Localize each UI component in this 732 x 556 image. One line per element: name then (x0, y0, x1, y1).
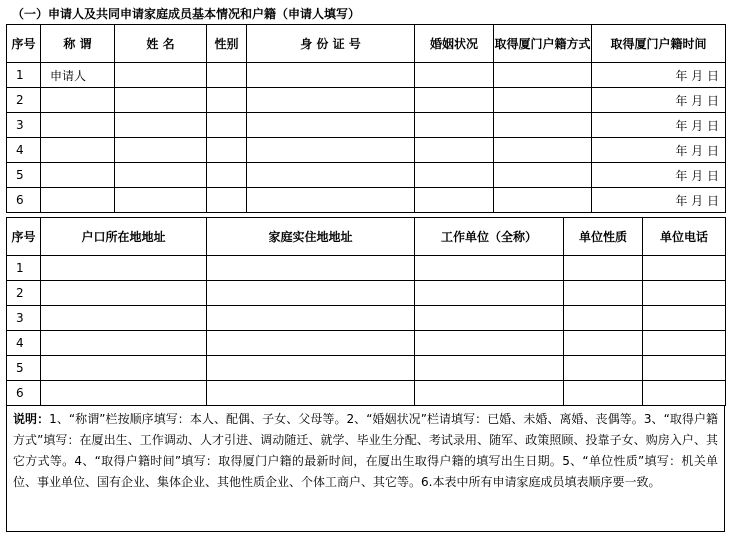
header-seq: 序号 (7, 218, 41, 256)
header-marital-status: 婚姻状况 (415, 25, 494, 63)
row-number: 1 (7, 256, 41, 281)
notes-label: 说明： (13, 412, 50, 426)
gender-cell[interactable] (207, 63, 247, 88)
address-header-row (7, 218, 726, 256)
header-residence-address: 家庭实住地地址 (207, 218, 415, 256)
marital-status-cell[interactable] (415, 163, 494, 188)
id-number-cell[interactable] (247, 113, 415, 138)
instructions-note (6, 405, 725, 532)
gender-cell[interactable] (207, 163, 247, 188)
employer-phone-cell[interactable] (643, 356, 726, 381)
household-method-cell[interactable] (494, 88, 592, 113)
id-number-cell[interactable] (247, 163, 415, 188)
residence-address-cell[interactable] (207, 281, 415, 306)
row-number: 3 (7, 113, 41, 138)
employer-cell[interactable] (415, 256, 564, 281)
residence-address-cell[interactable] (207, 331, 415, 356)
gender-cell[interactable] (207, 138, 247, 163)
member-row (7, 88, 726, 113)
address-row (7, 281, 726, 306)
household-method-cell[interactable] (494, 138, 592, 163)
registered-address-cell[interactable] (41, 356, 207, 381)
member-row (7, 163, 726, 188)
residence-address-cell[interactable] (207, 356, 415, 381)
member-row (7, 188, 726, 213)
employer-cell[interactable] (415, 331, 564, 356)
row-number: 2 (7, 88, 41, 113)
registered-address-cell[interactable] (41, 331, 207, 356)
employer-cell[interactable] (415, 281, 564, 306)
registered-address-cell[interactable] (41, 306, 207, 331)
header-employer: 工作单位（全称） (415, 218, 564, 256)
relation-cell[interactable] (41, 88, 115, 113)
header-employer-phone: 单位电话 (643, 218, 726, 256)
relation-cell[interactable] (41, 188, 115, 213)
household-date-cell[interactable]: 年 月 日 (592, 138, 726, 163)
name-cell[interactable] (115, 163, 207, 188)
marital-status-cell[interactable] (415, 63, 494, 88)
marital-status-cell[interactable] (415, 113, 494, 138)
employer-phone-cell[interactable] (643, 331, 726, 356)
row-number: 6 (7, 381, 41, 406)
employer-phone-cell[interactable] (643, 281, 726, 306)
employer-type-cell[interactable] (564, 256, 643, 281)
registered-address-cell[interactable] (41, 381, 207, 406)
name-cell[interactable] (115, 138, 207, 163)
notes-text: 1、“称谓”栏按顺序填写：本人、配偶、子女、父母等。2、“婚姻状况”栏请填写：已婚、未婚、离婚、丧偶等。3、“取得户籍方式”填写：在厦出生、工作调动、人才引进、调动随迁、就学、毕业生分配、考试录用、随军、政策照顾、投靠子女、购房入户、其它方式等。4、“取得户籍时间”填写：取得厦门户籍的最新时间，在厦出生取得户籍的填写出生日期。5、“单位性质”填写：机关单位、事业单位、国有企业、集体企业、其他性质企业、个体工商户、其它等。6.本表中所有申请家庭成员填表顺序要一致。 (13, 412, 718, 489)
residence-address-cell[interactable] (207, 256, 415, 281)
gender-cell[interactable] (207, 188, 247, 213)
row-number: 3 (7, 306, 41, 331)
relation-cell[interactable] (41, 138, 115, 163)
address-row (7, 306, 726, 331)
header-id-number: 身 份 证 号 (247, 25, 415, 63)
name-cell[interactable] (115, 88, 207, 113)
section-title: （一）申请人及共同申请家庭成员基本情况和户籍（申请人填写） (12, 7, 361, 21)
id-number-cell[interactable] (247, 188, 415, 213)
employer-type-cell[interactable] (564, 306, 643, 331)
header-seq: 序号 (7, 25, 41, 63)
household-date-cell[interactable]: 年 月 日 (592, 188, 726, 213)
relation-cell[interactable] (41, 163, 115, 188)
household-method-cell[interactable] (494, 188, 592, 213)
marital-status-cell[interactable] (415, 138, 494, 163)
header-relation: 称 谓 (41, 25, 115, 63)
household-method-cell[interactable] (494, 113, 592, 138)
name-cell[interactable] (115, 63, 207, 88)
id-number-cell[interactable] (247, 138, 415, 163)
members-header-row (7, 25, 726, 63)
residence-address-cell[interactable] (207, 381, 415, 406)
row-number: 5 (7, 163, 41, 188)
household-method-cell[interactable] (494, 163, 592, 188)
registered-address-cell[interactable] (41, 281, 207, 306)
employer-type-cell[interactable] (564, 381, 643, 406)
header-household-method: 取得厦门户籍方式 (494, 25, 592, 63)
name-cell[interactable] (115, 113, 207, 138)
address-row (7, 381, 726, 406)
residence-address-cell[interactable] (207, 306, 415, 331)
employer-cell[interactable] (415, 306, 564, 331)
address-row (7, 331, 726, 356)
gender-cell[interactable] (207, 88, 247, 113)
relation-cell[interactable]: 申请人 (41, 63, 115, 88)
employer-phone-cell[interactable] (643, 256, 726, 281)
household-date-cell[interactable]: 年 月 日 (592, 88, 726, 113)
registered-address-cell[interactable] (41, 256, 207, 281)
relation-cell[interactable] (41, 113, 115, 138)
address-row (7, 256, 726, 281)
employer-phone-cell[interactable] (643, 381, 726, 406)
employer-type-cell[interactable] (564, 356, 643, 381)
row-number: 1 (7, 63, 41, 88)
household-date-cell[interactable]: 年 月 日 (592, 113, 726, 138)
member-row (7, 63, 726, 88)
row-number: 4 (7, 331, 41, 356)
address-row (7, 356, 726, 381)
members-table (6, 24, 726, 213)
header-employer-type: 单位性质 (564, 218, 643, 256)
header-household-date: 取得厦门户籍时间 (592, 25, 726, 63)
employer-phone-cell[interactable] (643, 306, 726, 331)
household-method-cell[interactable] (494, 63, 592, 88)
id-number-cell[interactable] (247, 88, 415, 113)
household-date-cell[interactable]: 年 月 日 (592, 63, 726, 88)
member-row (7, 113, 726, 138)
household-form (6, 5, 725, 532)
row-number: 4 (7, 138, 41, 163)
marital-status-cell[interactable] (415, 88, 494, 113)
id-number-cell[interactable] (247, 63, 415, 88)
employer-cell[interactable] (415, 356, 564, 381)
employer-type-cell[interactable] (564, 281, 643, 306)
employer-cell[interactable] (415, 381, 564, 406)
header-name: 姓 名 (115, 25, 207, 63)
address-table (6, 217, 726, 406)
row-number: 6 (7, 188, 41, 213)
member-row (7, 138, 726, 163)
marital-status-cell[interactable] (415, 188, 494, 213)
name-cell[interactable] (115, 188, 207, 213)
household-date-cell[interactable]: 年 月 日 (592, 163, 726, 188)
employer-type-cell[interactable] (564, 331, 643, 356)
row-number: 2 (7, 281, 41, 306)
row-number: 5 (7, 356, 41, 381)
header-gender: 性别 (207, 25, 247, 63)
header-registered-address: 户口所在地地址 (41, 218, 207, 256)
gender-cell[interactable] (207, 113, 247, 138)
